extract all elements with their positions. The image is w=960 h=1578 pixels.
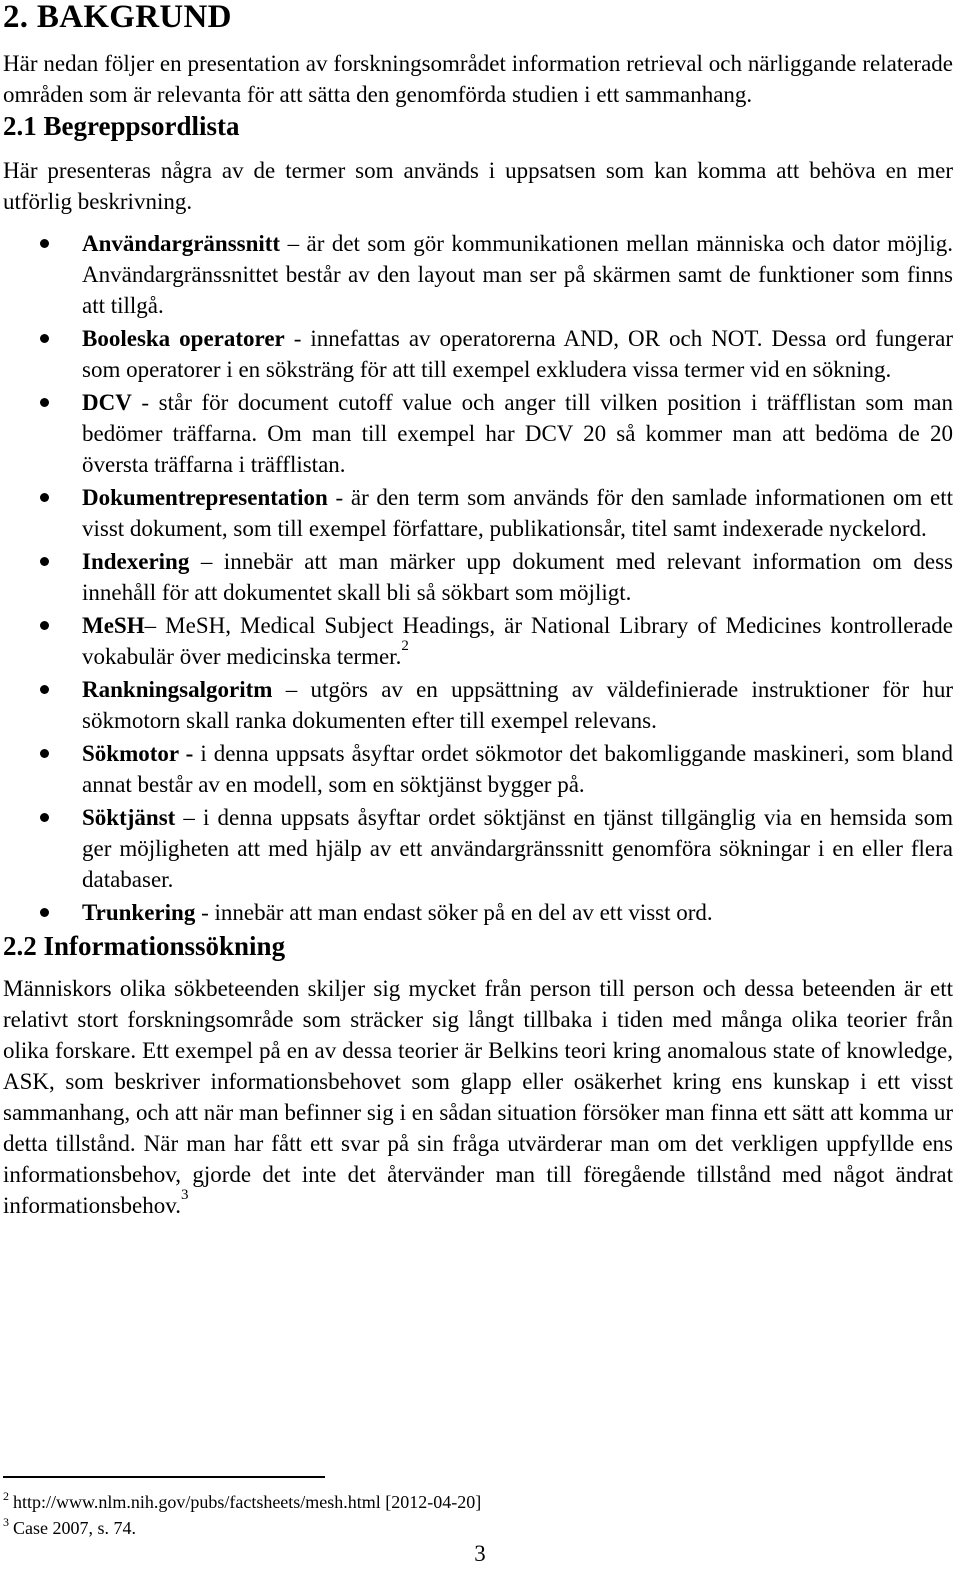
term-item: [3, 323, 953, 385]
term-item: [3, 674, 953, 736]
term-item: [3, 546, 953, 608]
bullet-icon: [40, 685, 49, 694]
footnote-text: Case 2007, s. 74.: [13, 1518, 136, 1538]
page-number: 3: [474, 1541, 486, 1566]
footnote-item: [3, 1515, 481, 1541]
document-page: [3, 0, 953, 1221]
bullet-icon: [40, 749, 49, 758]
term-list: [3, 228, 953, 928]
term-name: Rankningsalgoritm: [82, 677, 273, 702]
bullet-icon: [40, 621, 49, 630]
term-name: Sökmotor -: [82, 741, 194, 766]
term-definition: – innebär att man märker upp dokument med relevant information om dess innehåll för att dokumentet skall bli så sökbart som möjligt.: [82, 549, 953, 605]
footnote-number: 3: [3, 1515, 9, 1529]
term-name: Booleska operatorer: [82, 326, 285, 351]
bullet-icon: [40, 334, 49, 343]
footnote-item: [3, 1489, 481, 1515]
term-definition: - innebär att man endast söker på en del av ett visst ord.: [195, 900, 713, 925]
footnote-number: 2: [3, 1489, 9, 1503]
footnote-divider: [3, 1476, 325, 1478]
bullet-icon: [40, 398, 49, 407]
term-definition: – MeSH, Medical Subject Headings, är National Library of Medicines kontrollerade vokabulär över medicinska termer.: [82, 613, 953, 669]
bullet-icon: [40, 813, 49, 822]
term-item: [3, 228, 953, 321]
section-heading-2-2: 2.2 Informationssökning: [3, 931, 286, 961]
term-definition: - är den term som används för den samlade informationen om ett visst dokument, som till exempel författare, publikationsår, titel samt indexerade nyckelord.: [82, 485, 953, 541]
bullet-icon: [40, 493, 49, 502]
bullet-icon: [40, 239, 49, 248]
chapter-title: 2. BAKGRUND: [3, 0, 232, 35]
term-definition: - innefattas av operatorerna AND, OR och NOT. Dessa ord fungerar som operatorer i en söksträng för att till exempel exkludera vissa termer vid en sökning.: [82, 326, 953, 382]
term-definition: – i denna uppsats åsyftar ordet söktjänst en tjänst tillgänglig via en hemsida som ger möjligheten att med hjälp av ett användargränssnitt genomföra sökningar i en eller flera databaser.: [82, 805, 953, 892]
bullet-icon: [40, 908, 49, 917]
term-name: Söktjänst: [82, 805, 176, 830]
term-name: Indexering: [82, 549, 190, 574]
term-name: Användargränssnitt: [82, 231, 281, 256]
term-item: [3, 610, 953, 672]
term-name: MeSH: [82, 613, 145, 638]
term-definition: – utgörs av en uppsättning av väldefinierade instruktioner för hur sökmotorn skall ranka dokumenten efter till exempel relevans.: [82, 677, 953, 733]
term-item: [3, 738, 953, 800]
term-name: Dokumentrepresentation: [82, 485, 328, 510]
intro-paragraph: Här nedan följer en presentation av forskningsområdet information retrieval och närliggande relaterade områden som är relevanta för att sätta den genomförda studien i ett sammanhang.: [3, 51, 953, 107]
term-item: [3, 802, 953, 895]
section-2-1-intro: Här presenteras några av de termer som används i uppsatsen som kan komma att behöva en mer utförlig beskrivning.: [3, 158, 953, 214]
section-heading-2-1: 2.1 Begreppsordlista: [3, 111, 240, 141]
term-name: DCV: [82, 390, 132, 415]
term-definition: i denna uppsats åsyftar ordet sökmotor det bakomliggande maskineri, som bland annat består av en modell, som en söktjänst bygger på.: [82, 741, 953, 797]
term-item: [3, 387, 953, 480]
term-definition: - står för document cutoff value och anger till vilken position i träfflistan som man bedömer träffarna. Om man till exempel har DCV 20 så kommer man att bedöma de 20 översta träffarna i träfflistan.: [82, 390, 953, 477]
footnote-ref-3[interactable]: 3: [181, 1187, 189, 1203]
term-item: [3, 897, 953, 928]
section-2-2-text: Människors olika sökbeteenden skiljer sig mycket från person till person och dessa beteenden är ett relativt stort forskningsområde som sträcker sig långt tillbaka i tiden med många olika teorier från olika forskare. Ett exempel på en av dessa teorier är Belkins teori kring anomalous state of knowledge, ASK, som beskriver informationsbehovet som glapp eller osäkerhet kring ens kunskap i ett visst sammanhang, och att när man befinner sig i en sådan situation försöker man finna ett sätt att komma ur detta tillstånd. När man har fått ett svar på sin fråga utvärderar man om det verkligen uppfyllde ens informationsbehov, gjorde det inte det återvänder man till föregående tillstånd med något ändrat informationsbehov.: [3, 976, 953, 1218]
term-name: Trunkering: [82, 900, 196, 925]
footnotes: [3, 1489, 481, 1541]
term-item: [3, 482, 953, 544]
footnote-text: http://www.nlm.nih.gov/pubs/factsheets/mesh.html [2012-04-20]: [13, 1492, 482, 1512]
bullet-icon: [40, 557, 49, 566]
term-definition: – är det som gör kommunikationen mellan människa och dator möjlig. Användargränssnittet består av den layout man ser på skärmen samt de funktioner som finns att tillgå.: [82, 231, 953, 318]
footnote-ref-2[interactable]: 2: [401, 638, 409, 654]
section-2-2-body: [3, 973, 953, 1221]
